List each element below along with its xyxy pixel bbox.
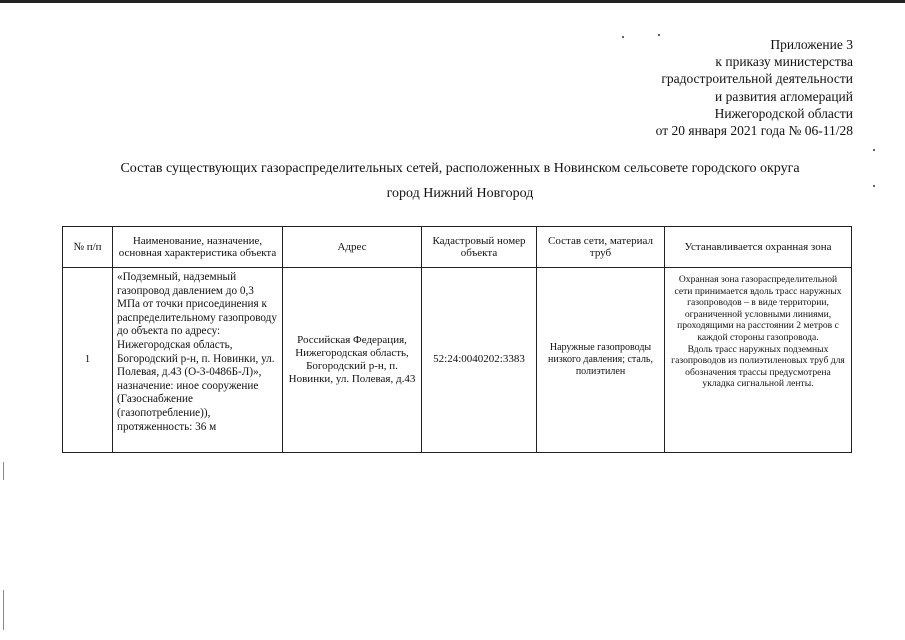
appendix-line: Нижегородской области (714, 105, 853, 121)
scan-edge-mark (3, 590, 4, 630)
row-network-composition: Наружные газопроводы низкого давления; сталь, полиэтилен (537, 268, 665, 453)
document-title: Состав существующих газораспределительных сетей, расположенных в Новинском сельсовете городского округа (120, 161, 800, 176)
scan-speck (622, 36, 624, 38)
row-object-name: «Подземный, надземный газопровод давлением до 0,3 МПа от точки присоединения к распределительному газопроводу до объекта по адресу: Нижегородская область, Богородский р-н, п. Новинки, ул. Полевая, д.43 (О-3-0486Б-Л)», назначение: иное сооружение (Газоснабжение (газопотребление)), протяженность: 36 м (113, 268, 283, 453)
appendix-line: и развития агломераций (714, 88, 853, 104)
scan-speck (873, 149, 875, 151)
table-header-row (63, 227, 852, 268)
header-cadastral: Кадастровый номер объекта (422, 227, 537, 268)
scan-top-border (0, 0, 905, 3)
header-address: Адрес (283, 227, 422, 268)
document-title-continued: город Нижний Новгород (386, 186, 534, 201)
header-zone: Устанавливается охранная зона (665, 227, 852, 268)
scan-edge-mark (3, 462, 4, 480)
header-network: Состав сети, материал труб (537, 227, 665, 268)
row-cadastral-number: 52:24:0040202:3383 (422, 268, 537, 453)
scan-speck (873, 185, 875, 187)
gas-network-table (62, 226, 852, 453)
table-row (63, 268, 852, 453)
protection-zone-text: Охранная зона газораспределительной сети принимается вдоль трасс наружных газопроводов – в виде территории, ограниченной условными линиями, проходящими на расстоянии 2 метров с каждой стороны газопровода. (674, 274, 842, 343)
header-number: № п/п (63, 227, 113, 268)
appendix-line: градостроительной деятельности (661, 71, 853, 87)
appendix-line: Приложение 3 (770, 37, 853, 52)
appendix-line: от 20 января 2021 года № 06-11/28 (655, 123, 853, 139)
appendix-block (656, 36, 853, 139)
row-address: Российская Федерация, Нижегородская область, Богородский р-н, п. Новинки, ул. Полевая, д.43 (283, 268, 422, 453)
header-name: Наименование, назначение, основная характеристика объекта (113, 227, 283, 268)
protection-zone-text-continued: Вдоль трасс наружных подземных газопроводов из полиэтиленовых труб для обозначения трассы предусмотрена укладка сигнальной ленты. (671, 343, 845, 390)
row-number: 1 (63, 268, 113, 453)
appendix-line: к приказу министерства (715, 54, 853, 70)
row-protection-zone (665, 268, 852, 453)
